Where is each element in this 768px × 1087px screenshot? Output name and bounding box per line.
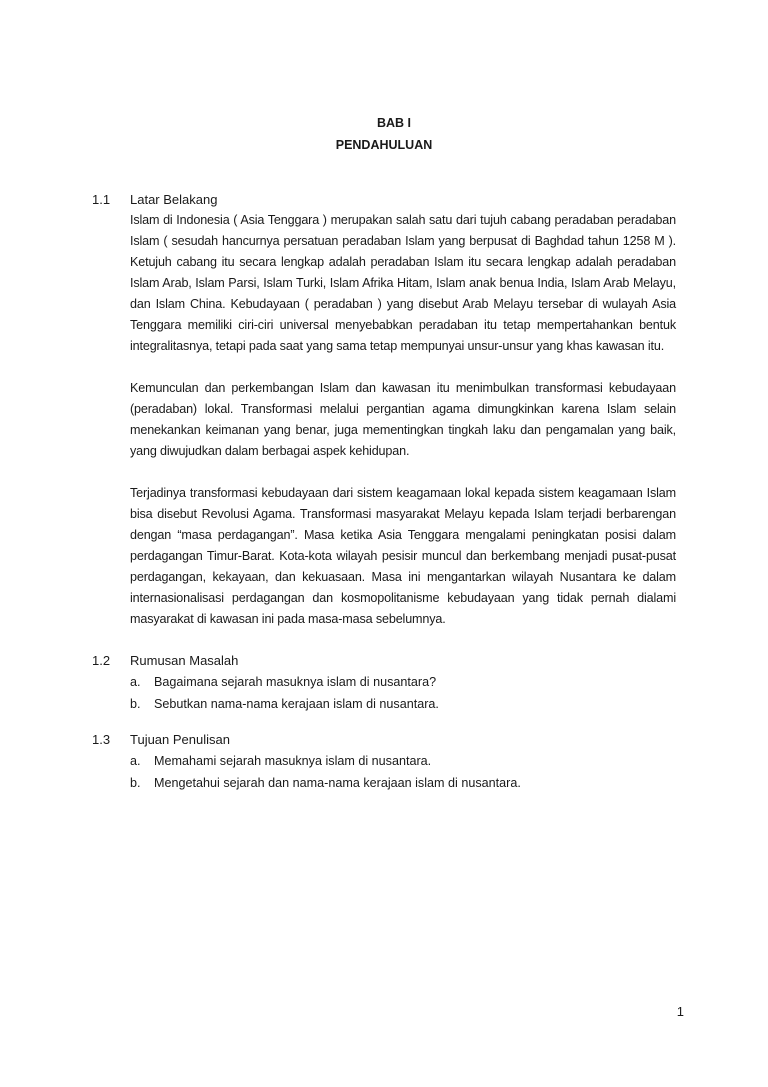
paragraph: Terjadinya transformasi kebudayaan dari sistem keagamaan lokal kepada sistem keagamaan Islam bisa disebut Revolusi Agama. Transformasi masyarakat Melayu kepada Islam terjadi berbarengan dengan “masa perdagangan”. Masa ketika Asia Tenggara mengalami peningkatan posisi dalam perdagangan Timur-Barat. Kota-kota wilayah pesisir muncul dan berkembang menjadi pusat-pusat perdagangan, kekayaan, dan kekuasaan. Masa ini mengantarkan wilayah Nusantara ke dalam internasionalisasi perdagangan dan kosmopolitanisme kebudayaan yang tidak pernah dialami masyarakat di kawasan ini pada masa-masa sebelumnya. (130, 486, 676, 626)
chapter-header (0, 112, 768, 156)
section-number: 1.3 (92, 732, 111, 747)
section-rumusan-masalah (92, 650, 676, 715)
section-title: Latar Belakang (130, 192, 218, 207)
list-marker: a. (130, 675, 141, 689)
section-heading (92, 650, 676, 671)
list-item (130, 772, 676, 794)
question-list (130, 671, 676, 715)
list-item-text: Memahami sejarah masuknya islam di nusantara. (154, 754, 432, 768)
paragraph: Kemunculan dan perkembangan Islam dan kawasan itu menimbulkan transformasi kebudayaan (peradaban) lokal. Transformasi melalui pergantian agama dimungkinkan karena Islam selain menekankan keimanan yang benar, juga mementingkan tingkah laku dan pengamalan yang baik, yang diwujudkan dalam berbagai aspek kehidupan. (130, 381, 676, 458)
paragraph: Islam di Indonesia ( Asia Tenggara ) merupakan salah satu dari tujuh cabang peradaban peradaban Islam ( sesudah hancurnya persatuan peradaban Islam yang berpusat di Baghdad tahun 1258 M ). Ketujuh cabang itu secara lengkap adalah peradaban Islam itu secara lengkap adalah peradaban Islam Arab, Islam Parsi, Islam Turki, Islam Afrika Hitam, Islam anak benua India, Islam Arab Melayu, dan Islam China. Kebudayaan ( peradaban ) yang disebut Arab Melayu tersebar di wulayah Asia Tenggara memiliki ciri-ciri universal menyebabkan peradaban itu tetap mempertahankan bentuk integralitasnya, tetapi pada saat yang sama tetap mempunyai unsur-unsur yang khas kawasan itu. (130, 213, 676, 353)
list-marker: b. (130, 697, 141, 711)
chapter-label: BAB I (376, 116, 412, 130)
list-item (130, 693, 676, 715)
section-heading (92, 729, 676, 750)
list-marker: a. (130, 754, 141, 768)
list-item-text: Sebutkan nama-nama kerajaan islam di nusantara. (154, 697, 439, 711)
list-item (130, 750, 676, 772)
list-item-text: Mengetahui sejarah dan nama-nama kerajaan islam di nusantara. (154, 776, 521, 790)
list-marker: b. (130, 776, 141, 790)
page-number: 1 (676, 1004, 684, 1019)
section-latar-belakang (92, 189, 676, 630)
section-tujuan-penulisan (92, 729, 676, 794)
section-title: Rumusan Masalah (130, 653, 239, 668)
section-title: Tujuan Penulisan (130, 732, 230, 747)
list-item (130, 671, 676, 693)
section-heading (92, 189, 676, 210)
objective-list (130, 750, 676, 794)
list-item-text: Bagaimana sejarah masuknya islam di nusantara? (154, 675, 437, 689)
section-number: 1.1 (92, 192, 111, 207)
section-number: 1.2 (92, 653, 111, 668)
chapter-title: PENDAHULUAN (335, 138, 433, 152)
